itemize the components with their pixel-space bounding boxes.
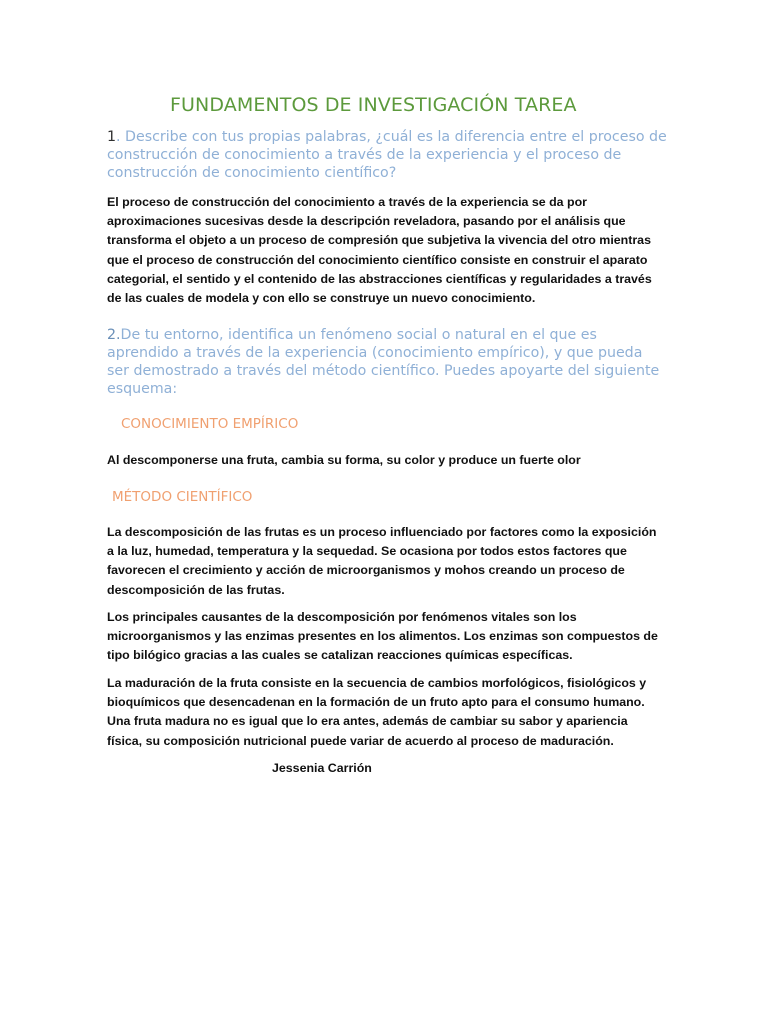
answer-1: El proceso de construcción del conocimiento a través de la experiencia se da por aproximaciones sucesivas desde la descripción reveladora, pasando por el análisis que transforma el objeto a un proceso de compresión que subjetiva la vivencia del otro mientras que el proceso de construcción del conocimiento científico consiste en construir el aparato categorial, el sentido y el contenido de las abstracciones científicas y regularidades a través de las cuales de modela y con ello se construye un nuevo conocimiento. [107,195,652,306]
signature: Jessenia Carrión [272,761,372,775]
section-metodo-cientifico: MÉTODO CIENTÍFICO [112,489,253,505]
question-1-text: . Describe con tus propias palabras, ¿cuál es la diferencia entre el proceso de construcción de conocimiento a través de la experiencia y el proceso de construcción de conocimiento científico? [107,129,667,181]
question-1 [107,128,667,182]
question-2-number: 2. [107,327,121,343]
question-2-text: De tu entorno, identifica un fenómeno social o natural en el que es aprendido a través de la experiencia (conocimiento empírico), y que pueda ser demostrado a través del método científico. Puedes apoyarte del siguiente esquema: [107,327,660,397]
question-1-number: 1 [107,129,117,145]
document-title: FUNDAMENTOS DE INVESTIGACIÓN TAREA [170,94,577,116]
empirico-text: Al descomponerse una fruta, cambia su forma, su color y produce un fuerte olor [107,453,581,467]
section-conocimiento-empirico: CONOCIMIENTO EMPÍRICO [121,416,299,432]
paragraph-1: La descomposición de las frutas es un proceso influenciado por factores como la exposición a la luz, humedad, temperatura y la sequedad. Se ocasiona por todos estos factores que favorecen el crecimiento y acción de microorganismos y mohos creando un proceso de descomposición de las frutas. [107,525,657,597]
paragraph-3: La maduración de la fruta consiste en la secuencia de cambios morfológicos, fisiológicos y bioquímicos que desencadenan en la formación de un fruto apto para el consumo humano. Una fruta madura no es igual que lo era antes, además de cambiar su sabor y apariencia física, su composición nutricional puede variar de acuerdo al proceso de maduración. [107,676,647,748]
question-2 [107,326,667,398]
paragraph-2: Los principales causantes de la descomposición por fenómenos vitales son los microorganismos y las enzimas presentes en los alimentos. Los enzimas son compuestos de tipo bilógico gracias a las cuales se catalizan reacciones químicas específicas. [107,610,658,663]
